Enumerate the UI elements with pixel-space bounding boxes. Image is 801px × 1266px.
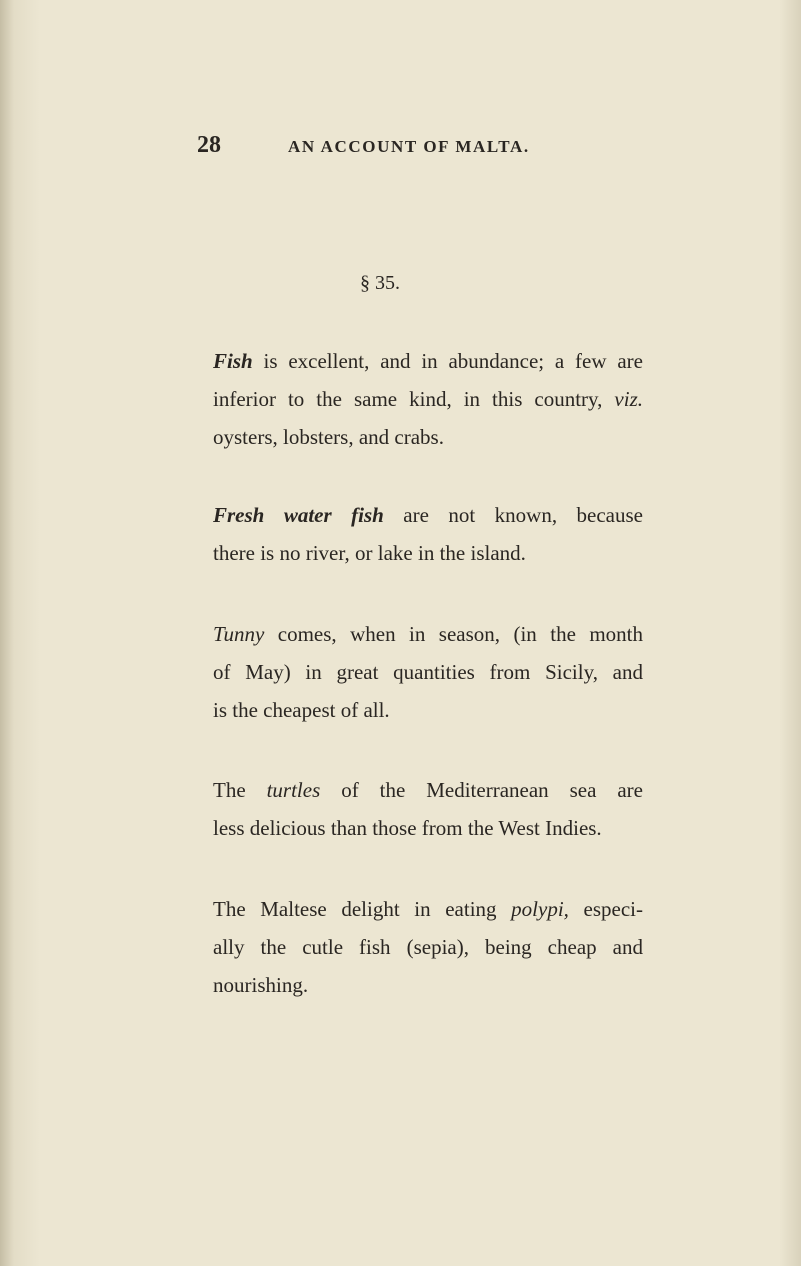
text-run: of May) in great quantities from Sicily, and xyxy=(213,660,643,684)
emphasized-text: Fresh water fish xyxy=(213,503,384,527)
text-line xyxy=(213,534,643,572)
page-header xyxy=(0,132,801,162)
running-title: AN ACCOUNT OF MALTA. xyxy=(288,137,530,156)
emphasized-text: turtles xyxy=(266,778,321,802)
text-run: ally the cutle fish (sepia), being cheap and xyxy=(213,935,643,959)
text-line xyxy=(213,771,643,809)
emphasized-text xyxy=(213,349,253,373)
text-run: is excellent, and in abundance; a few are xyxy=(252,349,643,373)
text-line xyxy=(213,809,643,847)
emphasized-text: Fish xyxy=(213,349,253,373)
text-line xyxy=(213,342,643,380)
text-run: are not known, because xyxy=(383,503,643,527)
paragraph-fresh-water-fish xyxy=(213,496,643,572)
text-run: nourishing. xyxy=(213,973,309,997)
text-line xyxy=(213,380,643,418)
text-run: inferior to the same kind, in this country, xyxy=(213,387,615,411)
text-run: oysters, lobsters, and crabs. xyxy=(213,425,444,449)
paragraph-tunny xyxy=(213,615,643,729)
text-line xyxy=(213,653,643,691)
emphasized-text: Tunny xyxy=(213,622,265,646)
paragraph-fish xyxy=(213,342,643,456)
text-run: there is no river, or lake in the island. xyxy=(213,541,526,565)
text-run: less delicious than those from the West Indies. xyxy=(213,816,602,840)
text-run: of the Mediterranean sea are xyxy=(320,778,643,802)
text-line xyxy=(213,418,643,456)
emphasized-text: polypi, xyxy=(511,897,569,921)
paragraph-polypi xyxy=(213,890,643,1004)
page-number: 28 xyxy=(197,132,221,158)
text-run: The Maltese delight in eating xyxy=(213,897,512,921)
text-line xyxy=(213,928,643,966)
text-line xyxy=(213,966,643,1004)
text-line xyxy=(213,890,643,928)
emphasized-text: viz. xyxy=(614,387,643,411)
section-heading: § 35. xyxy=(360,272,400,294)
paragraph-turtles xyxy=(213,771,643,847)
text-line xyxy=(213,615,643,653)
text-run: The xyxy=(213,778,267,802)
emphasized-text xyxy=(213,503,384,527)
text-run: comes, when in season, (in the month xyxy=(264,622,643,646)
text-run: is the cheapest of all. xyxy=(213,698,390,722)
text-line xyxy=(213,496,643,534)
text-line xyxy=(213,691,643,729)
text-run: especi- xyxy=(568,897,643,921)
